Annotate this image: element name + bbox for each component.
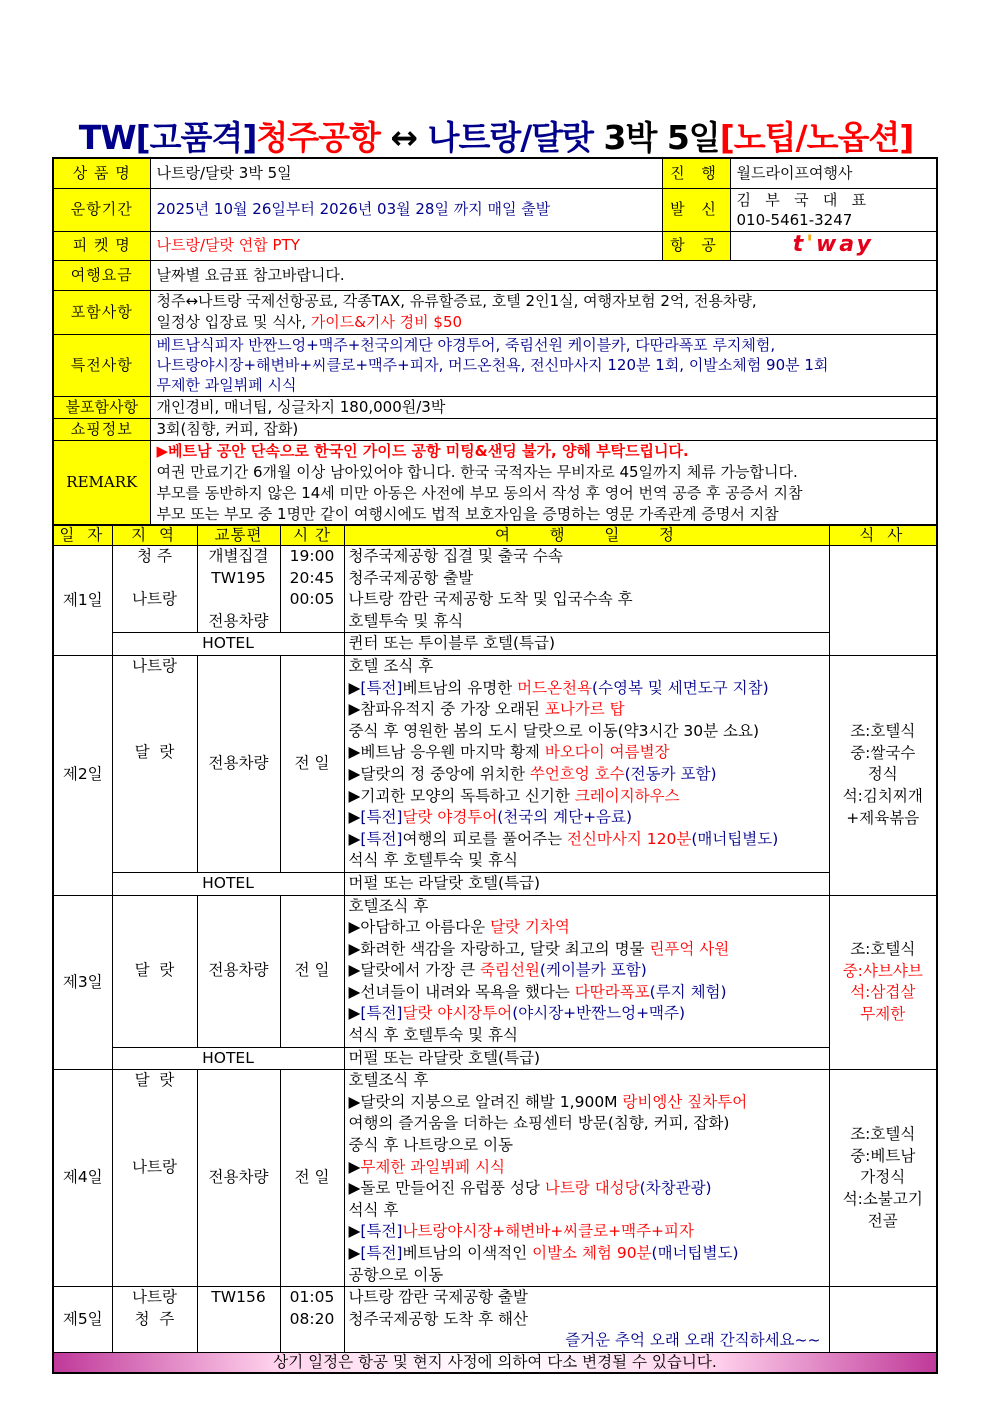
- excluded-label: 불포함사항: [53, 396, 150, 418]
- title-duration: 3박 5일: [593, 118, 720, 157]
- itinerary-header: [53, 525, 937, 546]
- day2-meal: 조:호텔식 중:쌀국수 정식 석:김치찌개 +제육볶음: [829, 655, 937, 895]
- title-brand: TW[고품격]: [78, 118, 257, 157]
- day3-hotel: 머펄 또는 라달랏 호텔(특급): [344, 1047, 829, 1070]
- day4-meal: 조:호텔식 중:베트남 가정식 석:소불고기 전골: [829, 1070, 937, 1287]
- title-destination: 나트랑/달랏: [427, 118, 594, 157]
- day3-label: 제3일: [53, 895, 112, 1070]
- period-value: 2025년 10월 26일부터 2026년 03월 28일 까지 매일 출발: [150, 188, 662, 231]
- special-line3: 무제한 과일뷔페 시식: [156, 376, 297, 394]
- header-region: 지 역: [112, 525, 197, 546]
- airline-label: 항 공: [662, 231, 730, 260]
- day2-hotel: 머펄 또는 라달랏 호텔(특급): [344, 872, 829, 895]
- info-row-period: [53, 188, 937, 231]
- info-row-product: [53, 158, 937, 188]
- period-label: 운항기간: [53, 188, 150, 231]
- day5-transport: TW156: [197, 1287, 280, 1353]
- remark-line4: 부모 또는 부모 중 1명만 같이 여행시에도 법적 보호자임을 증명하는 영문 가족관계 증명서 지참: [156, 504, 779, 523]
- included-label: 포함사항: [53, 290, 150, 334]
- sender-label: 발 신: [662, 188, 730, 231]
- day3-meal: 조:호텔식 중:샤브샤브 석:삼겹살 무제한: [829, 895, 937, 1070]
- day1-hotel: 퀸터 또는 투이블루 호텔(특급): [344, 633, 829, 656]
- included-cell: [150, 290, 937, 334]
- special-line2: 나트랑야시장+해변바+씨클로+맥주+피자, 머드온천욕, 전신마사지 120분 1회, 이발소체험 90분 1회: [156, 356, 829, 374]
- day4-label: 제4일: [53, 1070, 112, 1287]
- ticket-value: 나트랑/달랏 연합 PTY: [150, 231, 662, 260]
- product-label: 상 품 명: [53, 158, 150, 188]
- day3-hotel-label: HOTEL: [112, 1047, 344, 1070]
- airline-cell: [730, 231, 937, 260]
- title-option: [노팁/노옵션]: [719, 118, 914, 157]
- shopping-label: 쇼핑정보: [53, 418, 150, 440]
- info-row-excluded: [53, 396, 937, 418]
- day4-itinerary: 호텔조식 후 ▶달랏의 지붕으로 알려진 해발 1,900M 랑비엥산 짚차투어 여행의 즐거움을 더하는 쇼핑센터 방문(침향, 커피, 잡화) 중식 후 나트랑으로 이동 ▶무제한 과일뷔페 시식 ▶돌로 만들어진 유럽풍 성당 나트랑 대성당(차창관광) 석식 후 ▶[특전]나트랑야시장+해변바+씨클로+맥주+피자 ▶[특전]베트남의 이색적인 이발소 체험 90분(매너팁별도) 공항으로 이동: [344, 1070, 829, 1287]
- included-line2: 일정상 입장료 및 식사, 가이드&기사 경비 $50: [156, 313, 463, 331]
- excluded-value: 개인경비, 매너팁, 싱글차지 180,000원/3박: [150, 396, 937, 418]
- day5-row: [53, 1287, 937, 1353]
- day2-hotel-row: [53, 872, 937, 895]
- remark-line3: 부모를 동반하지 않은 14세 미만 아동은 사전에 부모 동의서 작성 후 영어 번역 공증 후 공증서 지참: [156, 483, 803, 502]
- day1-hotel-row: [53, 633, 937, 656]
- day3-row: [53, 895, 937, 1047]
- info-row-included: [53, 290, 937, 334]
- remark-line2: 여권 만료기간 6개월 이상 남아있어야 합니다. 한국 국적자는 무비자로 45일까지 체류 가능합니다.: [156, 462, 798, 481]
- info-row-fare: [53, 260, 937, 290]
- fare-value: 날짜별 요금표 참고바랍니다.: [150, 260, 937, 290]
- product-info-table: [52, 157, 938, 527]
- day2-time: 전 일: [280, 655, 344, 872]
- day1-row: [53, 546, 937, 633]
- day1-itinerary: 청주국제공항 집결 및 출국 수속 청주국제공항 출발 나트랑 깜란 국제공항 도착 및 입국수속 후 호텔투숙 및 휴식: [344, 546, 829, 633]
- day2-region: 나트랑 달 랏: [112, 655, 197, 872]
- fare-label: 여행요금: [53, 260, 150, 290]
- day3-transport: 전용차량: [197, 895, 280, 1047]
- header-transport: 교통편: [197, 525, 280, 546]
- day5-itinerary: 나트랑 깜란 국제공항 출발 청주국제공항 도착 후 해산 즐거운 추억 오래 오래 간직하세요~~: [344, 1287, 829, 1353]
- info-row-ticket: [53, 231, 937, 260]
- day2-itinerary: 호텔 조식 후 ▶[특전]베트남의 유명한 머드온천욕(수영복 및 세면도구 지참) ▶참파유적지 중 가장 오래된 포나가르 탑 중식 후 영원한 봄의 도시 달랏으로 이동(약3시간 30분 소요) ▶베트남 응우웬 마지막 황제 바오다이 여름별장 ▶달랏의 정 중앙에 위치한 쑤언흐엉 호수(전동카 포함) ▶기괴한 모양의 독특하고 신기한 크레이지하우스 ▶[특전]달랏 야경투어(천국의 계단+음료) ▶[특전]여행의 피로를 풀어주는 전신마사지 120분(매너팁별도) 석식 후 호텔투숙 및 휴식: [344, 655, 829, 872]
- sender-name: 김 부 국 대 표: [736, 190, 867, 209]
- shopping-value: 3회(침향, 커피, 잡화): [150, 418, 937, 440]
- day1-label: 제1일: [53, 546, 112, 656]
- page-title: [0, 112, 992, 159]
- tway-logo: t'way: [792, 232, 874, 257]
- info-row-shopping: [53, 418, 937, 440]
- day4-row: [53, 1070, 937, 1287]
- day4-region: 달 랏 나트랑: [112, 1070, 197, 1287]
- remark-cell: [150, 440, 937, 526]
- day4-time: 전 일: [280, 1070, 344, 1287]
- remark-line1: ▶베트남 공안 단속으로 한국인 가이드 공항 미팅&샌딩 불가, 양해 부탁드립니다.: [156, 441, 689, 460]
- title-origin: 청주공항: [256, 118, 380, 157]
- day3-time: 전 일: [280, 895, 344, 1047]
- remark-label: REMARK: [53, 440, 150, 526]
- footer-note: 상기 일정은 항공 및 현지 사정에 의하여 다소 변경될 수 있습니다.: [53, 1352, 937, 1373]
- day2-label: 제2일: [53, 655, 112, 895]
- day1-meal: [829, 546, 937, 656]
- header-itinerary: 여 행 일 정: [344, 525, 829, 546]
- day1-time: 19:00 20:45 00:05: [280, 546, 344, 633]
- special-label: 특전사항: [53, 334, 150, 396]
- progress-value: 월드라이프여행사: [730, 158, 937, 188]
- day1-transport: 개별집결 TW195 전용차량: [197, 546, 280, 633]
- header-time: 시 간: [280, 525, 344, 546]
- day2-transport: 전용차량: [197, 655, 280, 872]
- info-row-special: [53, 334, 937, 396]
- sender-phone: 010-5461-3247: [736, 210, 853, 229]
- day4-transport: 전용차량: [197, 1070, 280, 1287]
- day5-label: 제5일: [53, 1287, 112, 1353]
- progress-label: 진 행: [662, 158, 730, 188]
- day3-region: 달 랏: [112, 895, 197, 1047]
- day1-hotel-label: HOTEL: [112, 633, 344, 656]
- header-meal: 식 사: [829, 525, 937, 546]
- day3-itinerary: 호텔조식 후 ▶아담하고 아름다운 달랏 기차역 ▶화려한 색감을 자랑하고, 달랏 최고의 명물 린푸억 사원 ▶달랏에서 가장 큰 죽림선원(케이블카 포함) ▶선녀들이 내려와 목욕을 했다는 다딴라폭포(루지 체험) ▶[특전]달랏 야시장투어(야시장+반짠느엉+맥주) 석식 후 호텔투숙 및 휴식: [344, 895, 829, 1047]
- product-value: 나트랑/달랏 3박 5일: [150, 158, 662, 188]
- special-line1: 베트남식피자 반짠느엉+맥주+천국의계단 야경투어, 죽림선원 케이블카, 다딴라폭포 루지체험,: [156, 336, 776, 354]
- day5-region: 나트랑 청 주: [112, 1287, 197, 1353]
- footer-row: [53, 1352, 937, 1373]
- sender-cell: [730, 188, 937, 231]
- header-day: 일 자: [53, 525, 112, 546]
- included-line1: 청주↔나트랑 국제선항공료, 각종TAX, 유류할증료, 호텔 2인1실, 여행자보험 2억, 전용차량,: [156, 292, 757, 310]
- day3-hotel-row: [53, 1047, 937, 1070]
- day5-meal: [829, 1287, 937, 1353]
- itinerary-table: [52, 524, 938, 1374]
- special-cell: [150, 334, 937, 396]
- day2-row: [53, 655, 937, 872]
- info-row-remark: [53, 440, 937, 526]
- ticket-label: 피 켓 명: [53, 231, 150, 260]
- day2-hotel-label: HOTEL: [112, 872, 344, 895]
- day1-region: 청 주 나트랑: [112, 546, 197, 633]
- title-arrow: ↔: [379, 118, 428, 157]
- day5-time: 01:05 08:20: [280, 1287, 344, 1353]
